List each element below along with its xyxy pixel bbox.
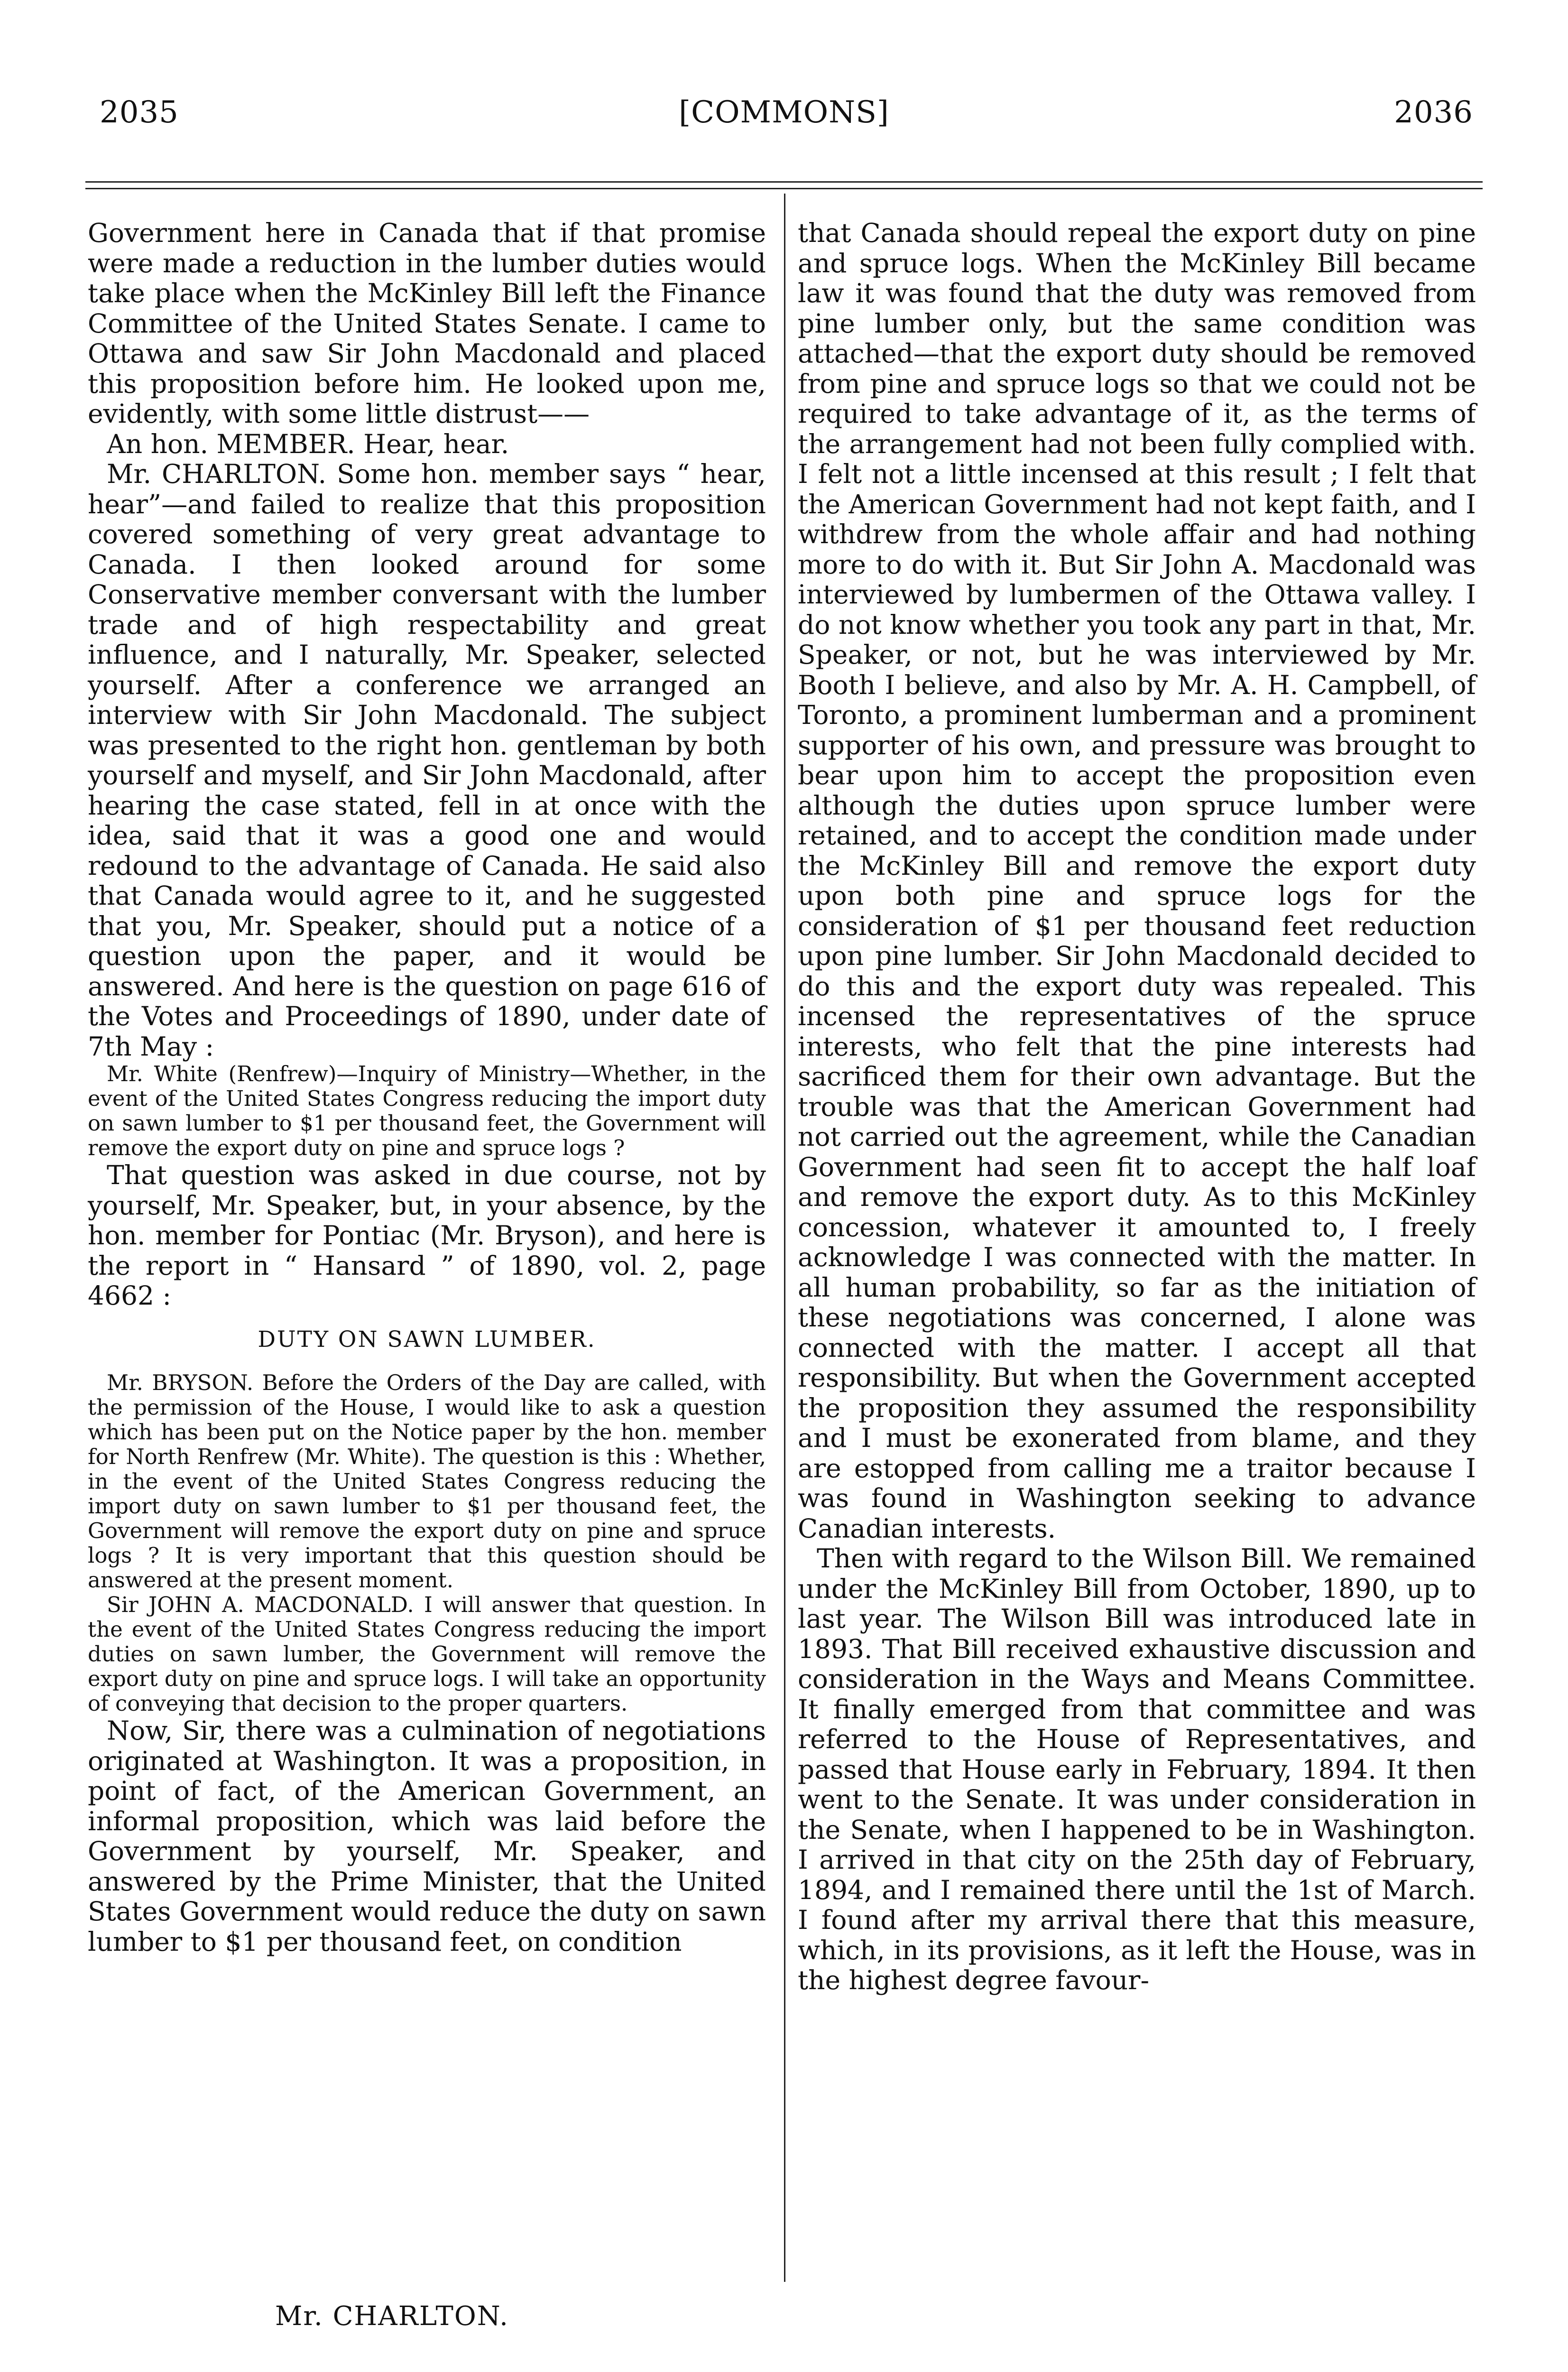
paragraph: That question was asked in due course, not by yourself, Mr. Speaker, but, in your absence, by the hon. member for Pontiac (Mr. Bryson), and here is the report in “ Hansard ” of 1890, vol. 2, page 4662 : bbox=[88, 1160, 766, 1311]
running-header: [COMMONS] bbox=[679, 95, 889, 130]
paragraph: Then with regard to the Wilson Bill. We remained under the McKinley Bill from October, 1890, up to last year. The Wilson Bill was introduced late in 1893. That Bill received exhaustive discussion and consideration in the Ways and Means Committee. It finally emerged from that committee and was referred to the House of Representatives, and passed that House early in February, 1894. It then went to the Senate. It was under consideration in the Senate, when I happened to be in Washington. I arrived in that city on the 25th day of February, 1894, and I remained there until the 1st of March. I found after my arrival there that this measure, which, in its provisions, as it left the House, was in the highest degree favour- bbox=[798, 1543, 1476, 1995]
paragraph: An hon. MEMBER. Hear, hear. bbox=[107, 428, 509, 459]
quoted-hansard: Sir JOHN A. MACDONALD. I will answer that question. In the event of the United States Congress reducing the import duties on sawn lumber, the Government will remove the export duty on pine and spruce logs. I will take an opportunity of conveying that decision to the proper quarters. bbox=[88, 1592, 766, 1716]
left-page-number: 2035 bbox=[100, 95, 179, 130]
paragraph: Government here in Canada that if that promise were made a reduction in the lumber duties would take place when the McKinley Bill left the Finance Committee of the United States Senate. I came to Ottawa and saw Sir John Macdonald and placed this proposition before him. He looked upon me, evidently, with some little distrust—— bbox=[88, 218, 766, 429]
right-page-number: 2036 bbox=[1394, 95, 1473, 130]
quoted-hansard: Mr. BRYSON. Before the Orders of the Day are called, with the permission of the House, I would like to ask a question which has been put on the Notice paper by the hon. member for North Renfrew (Mr. White). The question is this : Whether, in the event of the United States Congress reducing the import duty on sawn lumber to $1 per thousand feet, the Government will remove the export duty on pine and spruce logs ? It is very important that this question should be answered at the present moment. bbox=[88, 1370, 766, 1593]
page-footer-speaker: Mr. CHARLTON. bbox=[275, 2301, 509, 2332]
header-rule-top bbox=[85, 181, 1483, 183]
column-divider bbox=[784, 194, 785, 2282]
left-column bbox=[88, 218, 766, 1957]
section-heading: DUTY ON SAWN LUMBER. bbox=[258, 1326, 596, 1353]
paragraph: Now, Sir, there was a culmination of negotiations originated at Washington. It was a proposition, in point of fact, of the American Government, an informal proposition, which was laid before the Government by yourself, Mr. Speaker, and answered by the Prime Minister, that the United States Government would reduce the duty on sawn lumber to $1 per thousand feet, on condition bbox=[88, 1715, 766, 1957]
paragraph: Mr. CHARLTON. Some hon. member says “ hear, hear”—and failed to realize that this proposition covered something of very great advantage to Canada. I then looked around for some Conservative member conversant with the lumber trade and of high respectability and great influence, and I naturally, Mr. Speaker, selected yourself. After a conference we arranged an interview with Sir John Macdonald. The subject was presented to the right hon. gentleman by both yourself and myself, and Sir John Macdonald, after hearing the case stated, fell in at once with the idea, said that it was a good one and would redound to the advantage of Canada. He said also that Canada would agree to it, and he suggested that you, Mr. Speaker, should put a notice of a question upon the paper, and it would be answered. And here is the question on page 616 of the Votes and Proceedings of 1890, under date of 7th May : bbox=[88, 459, 766, 1062]
quoted-notice: Mr. White (Renfrew)—Inquiry of Ministry—Whether, in the event of the United States Congress reducing the import duty on sawn lumber to $1 per thousand feet, the Government will remove the export duty on pine and spruce logs ? bbox=[88, 1061, 766, 1160]
header-rule-bottom bbox=[85, 188, 1483, 189]
right-column bbox=[798, 218, 1476, 1996]
paragraph: that Canada should repeal the export duty on pine and spruce logs. When the McKinley Bill became law it was found that the duty was removed from pine lumber only, but the same condition was attached—that the export duty should be removed from pine and spruce logs so that we could not be required to take advantage of it, as the terms of the arrangement had not been fully complied with. I felt not a little incensed at this result ; I felt that the American Government had not kept faith, and I withdrew from the whole affair and had nothing more to do with it. But Sir John A. Macdonald was interviewed by lumbermen of the Ottawa valley. I do not know whether you took any part in that, Mr. Speaker, or not, but he was interviewed by Mr. Booth I believe, and also by Mr. A. H. Campbell, of Toronto, a prominent lumberman and a prominent supporter of his own, and pressure was brought to bear upon him to accept the proposition even although the duties upon spruce lumber were retained, and to accept the condition made under the McKinley Bill and remove the export duty upon both pine and spruce logs for the consideration of $1 per thousand feet reduction upon pine lumber. Sir John Macdonald decided to do this and the export duty was repealed. This incensed the representatives of the spruce interests, who felt that the pine interests had sacrificed them for their own advantage. But the trouble was that the American Government had not carried out the agreement, while the Canadian Government had seen fit to accept the half loaf and remove the export duty. As to this McKinley concession, whatever it amounted to, I freely acknowledge I was connected with the matter. In all human probability, so far as the initiation of these negotiations was concerned, I alone was connected with the matter. I accept all that responsibility. But when the Government accepted the proposition they assumed the responsibility and I must be exonerated from blame, and they are estopped from calling me a traitor because I was found in Washington seeking to advance Canadian interests. bbox=[798, 218, 1476, 1544]
